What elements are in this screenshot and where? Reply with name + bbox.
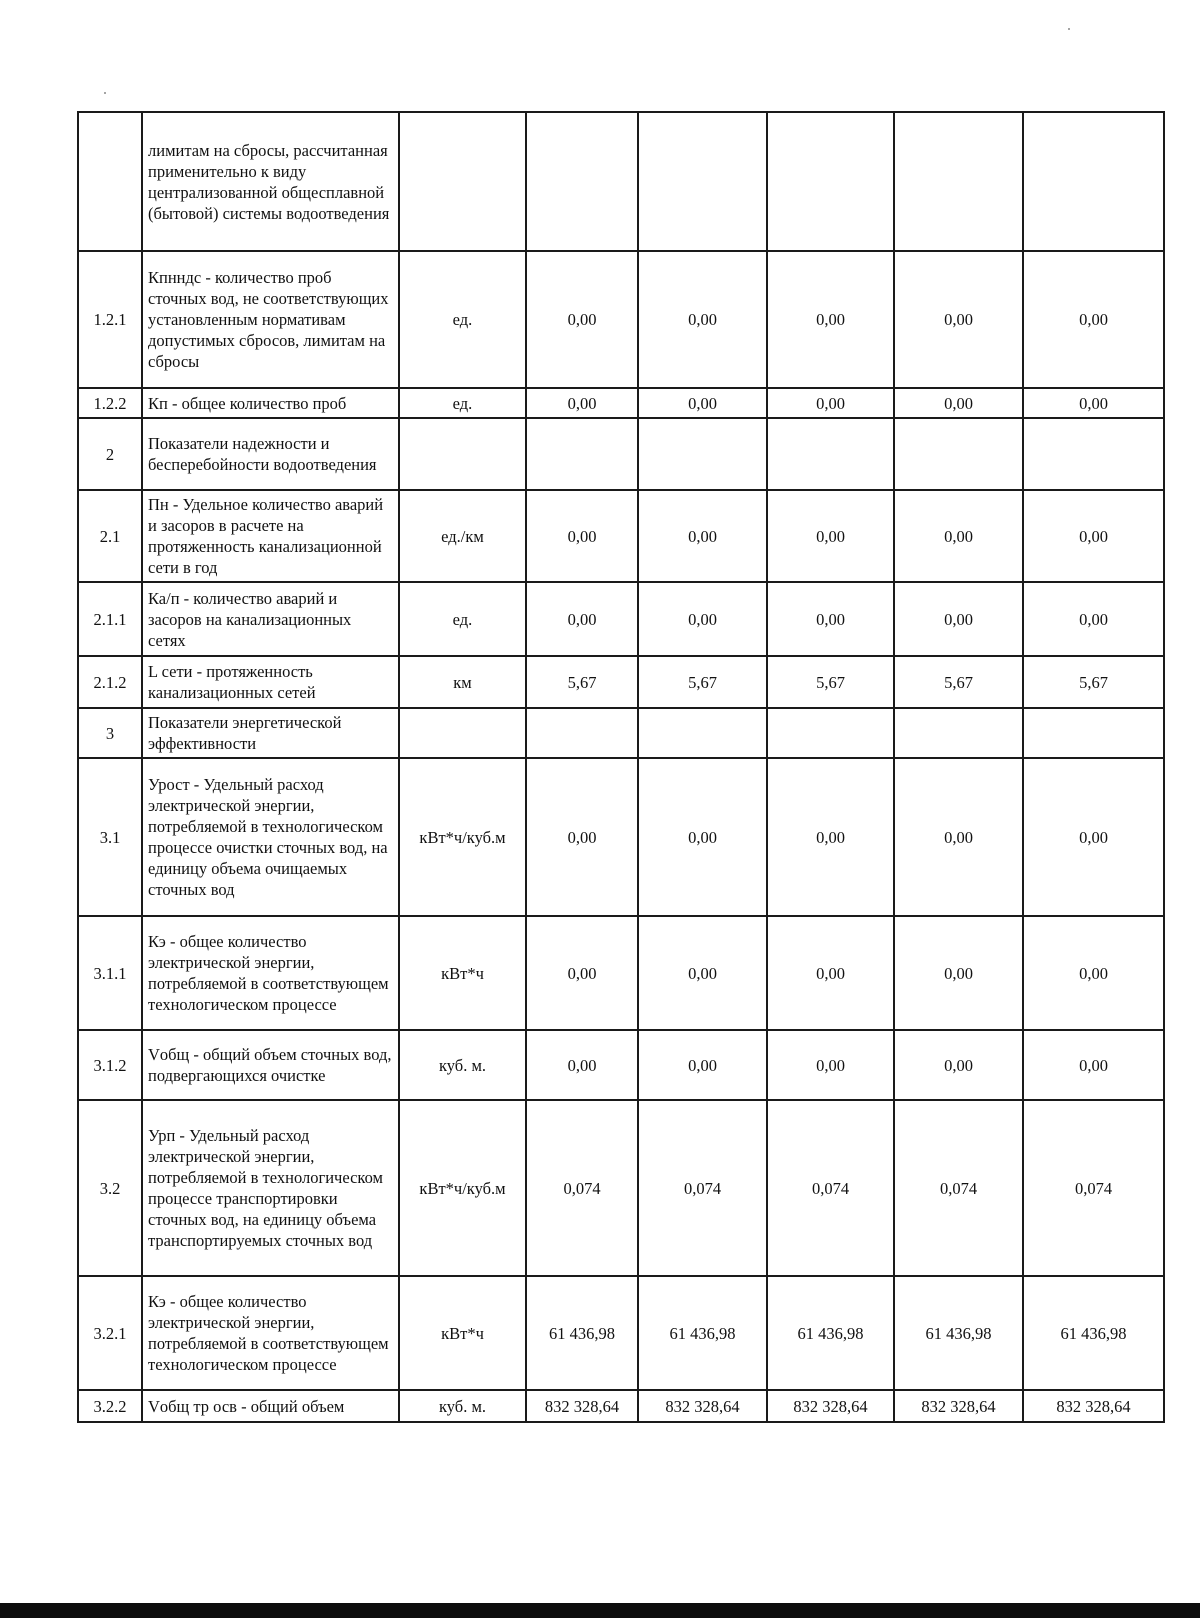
table-row	[78, 1390, 1164, 1422]
value-cell: 0,00	[638, 758, 767, 916]
value-cell	[638, 418, 767, 490]
unit-cell: кВт*ч/куб.м	[399, 758, 526, 916]
row-number-cell: 3.2.2	[78, 1390, 142, 1422]
unit-cell: куб. м.	[399, 1030, 526, 1100]
value-cell	[894, 708, 1023, 758]
row-number-cell: 3.2.1	[78, 1276, 142, 1390]
value-cell	[638, 112, 767, 251]
value-cell: 0,00	[526, 916, 638, 1030]
row-number-cell: 2.1	[78, 490, 142, 582]
indicator-name-cell: Урп - Удельный расход электрической энергии, потребляемой в технологическом процессе транспортировки сточных вод, на единицу объема транспортируемых сточных вод	[142, 1100, 399, 1276]
table-row	[78, 251, 1164, 388]
unit-cell: ед.	[399, 388, 526, 418]
unit-cell: ед.	[399, 582, 526, 656]
value-cell: 0,074	[767, 1100, 894, 1276]
value-cell: 0,00	[894, 388, 1023, 418]
value-cell: 0,00	[894, 251, 1023, 388]
value-cell: 0,00	[1023, 388, 1164, 418]
value-cell: 0,074	[526, 1100, 638, 1276]
value-cell: 0,00	[526, 251, 638, 388]
indicator-name-cell: лимитам на сбросы, рассчитанная применительно к виду централизованной общесплавной (бытовой) системы водоотведения	[142, 112, 399, 251]
value-cell: 0,00	[1023, 490, 1164, 582]
unit-cell	[399, 112, 526, 251]
value-cell	[1023, 112, 1164, 251]
value-cell: 0,00	[1023, 758, 1164, 916]
value-cell: 832 328,64	[526, 1390, 638, 1422]
unit-cell: ед.	[399, 251, 526, 388]
value-cell: 0,074	[894, 1100, 1023, 1276]
table-row	[78, 656, 1164, 708]
table-row	[78, 388, 1164, 418]
value-cell: 61 436,98	[767, 1276, 894, 1390]
unit-cell	[399, 418, 526, 490]
value-cell	[767, 708, 894, 758]
value-cell: 0,00	[526, 388, 638, 418]
value-cell: 5,67	[894, 656, 1023, 708]
value-cell	[894, 112, 1023, 251]
row-number-cell: 2.1.1	[78, 582, 142, 656]
value-cell: 0,00	[638, 490, 767, 582]
row-number-cell	[78, 112, 142, 251]
value-cell: 0,00	[638, 582, 767, 656]
scan-speck	[104, 92, 106, 94]
table-row	[78, 112, 1164, 251]
row-number-cell: 3.2	[78, 1100, 142, 1276]
unit-cell: кВт*ч	[399, 916, 526, 1030]
indicator-name-cell: Показатели энергетической эффективности	[142, 708, 399, 758]
value-cell: 0,00	[767, 251, 894, 388]
value-cell: 0,00	[638, 388, 767, 418]
indicator-name-cell: Показатели надежности и бесперебойности водоотведения	[142, 418, 399, 490]
indicator-name-cell: Урост - Удельный расход электрической энергии, потребляемой в технологическом процессе очистки сточных вод, на единицу объема очищаемых сточных вод	[142, 758, 399, 916]
row-number-cell: 2.1.2	[78, 656, 142, 708]
table-row	[78, 758, 1164, 916]
scan-speck	[1068, 28, 1070, 30]
value-cell: 0,00	[894, 1030, 1023, 1100]
table-row	[78, 916, 1164, 1030]
indicator-name-cell: Vобщ тр осв - общий объем	[142, 1390, 399, 1422]
value-cell: 5,67	[526, 656, 638, 708]
table-row	[78, 490, 1164, 582]
table-body	[78, 112, 1164, 1422]
value-cell	[767, 418, 894, 490]
value-cell: 61 436,98	[894, 1276, 1023, 1390]
unit-cell: куб. м.	[399, 1390, 526, 1422]
value-cell	[526, 418, 638, 490]
unit-cell: км	[399, 656, 526, 708]
value-cell: 0,00	[638, 1030, 767, 1100]
row-number-cell: 3	[78, 708, 142, 758]
value-cell: 5,67	[638, 656, 767, 708]
value-cell: 0,00	[894, 758, 1023, 916]
value-cell: 0,00	[894, 490, 1023, 582]
value-cell: 0,00	[894, 582, 1023, 656]
value-cell: 0,00	[767, 758, 894, 916]
unit-cell: кВт*ч/куб.м	[399, 1100, 526, 1276]
unit-cell: ед./км	[399, 490, 526, 582]
row-number-cell: 3.1	[78, 758, 142, 916]
value-cell: 832 328,64	[1023, 1390, 1164, 1422]
indicator-name-cell: Кэ - общее количество электрической энергии, потребляемой в соответствующем технологическом процессе	[142, 916, 399, 1030]
table-row	[78, 582, 1164, 656]
value-cell: 0,00	[526, 758, 638, 916]
value-cell: 832 328,64	[638, 1390, 767, 1422]
value-cell	[1023, 418, 1164, 490]
value-cell: 61 436,98	[638, 1276, 767, 1390]
value-cell: 0,074	[638, 1100, 767, 1276]
indicator-name-cell: Ка/п - количество аварий и засоров на канализационных сетях	[142, 582, 399, 656]
value-cell: 61 436,98	[1023, 1276, 1164, 1390]
value-cell: 0,00	[894, 916, 1023, 1030]
indicator-name-cell: Vобщ - общий объем сточных вод, подвергающихся очистке	[142, 1030, 399, 1100]
value-cell	[894, 418, 1023, 490]
value-cell: 0,00	[767, 388, 894, 418]
value-cell: 0,00	[638, 251, 767, 388]
indicator-name-cell: L сети - протяженность канализационных сетей	[142, 656, 399, 708]
value-cell	[767, 112, 894, 251]
value-cell: 5,67	[1023, 656, 1164, 708]
table-row	[78, 1100, 1164, 1276]
indicator-name-cell: Кп - общее количество проб	[142, 388, 399, 418]
indicators-table	[77, 111, 1165, 1423]
row-number-cell: 2	[78, 418, 142, 490]
value-cell: 61 436,98	[526, 1276, 638, 1390]
table-row	[78, 1030, 1164, 1100]
scan-bottom-edge	[0, 1603, 1200, 1618]
value-cell: 832 328,64	[894, 1390, 1023, 1422]
table-row	[78, 418, 1164, 490]
value-cell: 0,074	[1023, 1100, 1164, 1276]
row-number-cell: 3.1.2	[78, 1030, 142, 1100]
value-cell: 832 328,64	[767, 1390, 894, 1422]
unit-cell: кВт*ч	[399, 1276, 526, 1390]
value-cell	[526, 708, 638, 758]
value-cell: 0,00	[1023, 251, 1164, 388]
indicator-name-cell: Пн - Удельное количество аварий и засоров в расчете на протяженность канализационной сети в год	[142, 490, 399, 582]
value-cell: 5,67	[767, 656, 894, 708]
row-number-cell: 3.1.1	[78, 916, 142, 1030]
table-row	[78, 1276, 1164, 1390]
row-number-cell: 1.2.2	[78, 388, 142, 418]
indicator-name-cell: Кпнндс - количество проб сточных вод, не соответствующих установленным нормативам допустимых сбросов, лимитам на сбросы	[142, 251, 399, 388]
value-cell	[638, 708, 767, 758]
value-cell: 0,00	[1023, 916, 1164, 1030]
value-cell: 0,00	[526, 490, 638, 582]
value-cell: 0,00	[526, 582, 638, 656]
value-cell: 0,00	[767, 582, 894, 656]
value-cell: 0,00	[767, 916, 894, 1030]
value-cell: 0,00	[1023, 582, 1164, 656]
indicator-name-cell: Кэ - общее количество электрической энергии, потребляемой в соответствующем технологическом процессе	[142, 1276, 399, 1390]
value-cell: 0,00	[638, 916, 767, 1030]
value-cell	[1023, 708, 1164, 758]
value-cell: 0,00	[767, 490, 894, 582]
value-cell	[526, 112, 638, 251]
unit-cell	[399, 708, 526, 758]
value-cell: 0,00	[1023, 1030, 1164, 1100]
row-number-cell: 1.2.1	[78, 251, 142, 388]
value-cell: 0,00	[767, 1030, 894, 1100]
table-row	[78, 708, 1164, 758]
value-cell: 0,00	[526, 1030, 638, 1100]
